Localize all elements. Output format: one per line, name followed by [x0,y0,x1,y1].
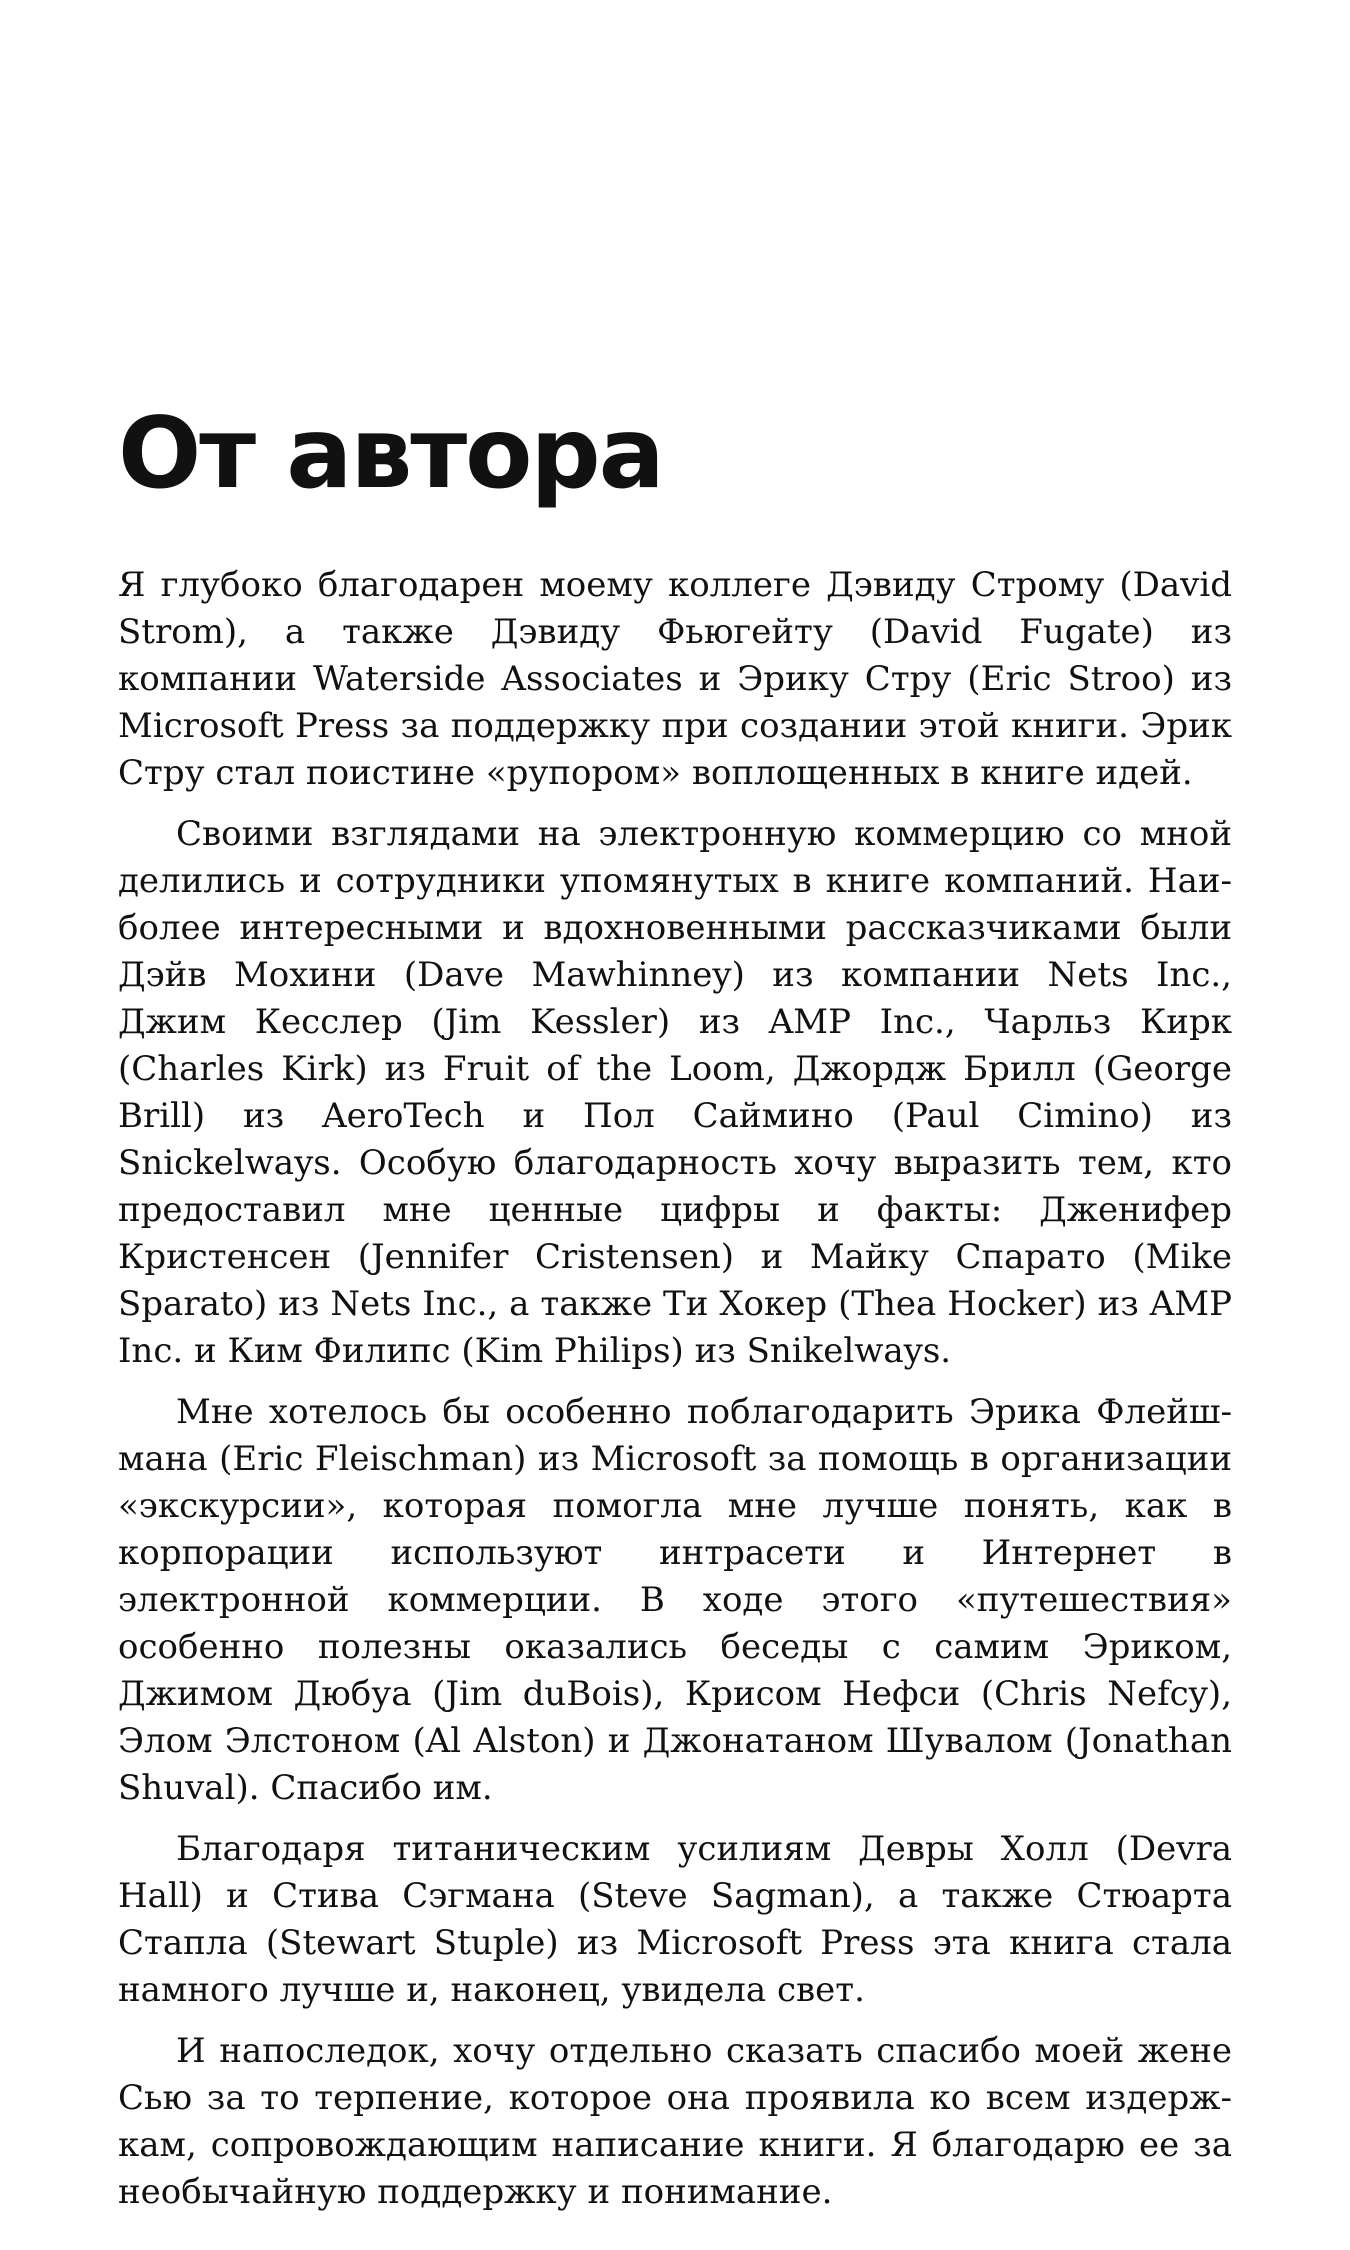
paragraph-5: И напоследок, хочу отдельно сказать спасибо моей жене Сью за то терпение, которое она проявила ко всем издержкам, сопровождающим написание книги. Я благодарю ее за необычайную поддержку и понимание. [118,2031,1232,2212]
paragraph-4: Благодаря титаническим усилиям Девры Холл (Devra Hall) и Стива Сэгмана (Steve Sagman), а также Стюарта Стапла (Stewart Stuple) из Microsoft Press эта книга стала намного лучше и, наконец, увидела свет. [118,1829,1232,2010]
paragraph-1: Я глубоко благодарен моему коллеге Дэвиду Строму (David Strom), а также Дэвиду Фьюгейту (David Fugate) из компании Waterside Associates и Эрику Стру (Eric Stroo) из Microsoft Press за поддержку при создании этой книги. Эрик Стру стал поистине «рупором» воплощенных в книге идей. [118,565,1232,793]
page-title: От автора [118,397,663,511]
paragraph-2: Своими взглядами на электронную коммерцию со мной делились и сотрудники упомянутых в книге компаний. Наиболее интересными и вдохновенными рассказчиками были Дэйв Мохини (Dave Mawhinney) из компании Nets Inc., Джим Кесслер (Jim Kessler) из AMP Inc., Чарльз Кирк (Charles Kirk) из Fruit of the Loom, Джордж Брилл (George Brill) из AeroTech и Пол Саймино (Paul Cimino) из Snickelways. Особую благодарность хочу выразить тем, кто предоставил мне ценные цифры и факты: Дженифер Кристенсен (Jennifer Cristensen) и Майку Спарато (Mike Sparato) из Nets Inc., а также Ти Хокер (Thea Hocker) из AMP Inc. и Ким Филипс (Kim Philips) из Snikelways. [118,814,1232,1371]
paragraph-3: Мне хотелось бы особенно поблагодарить Эрика Флейшмана (Eric Fleischman) из Microsoft за помощь в организации «экскурсии», которая помогла мне лучше понять, как в корпорации используют интрасети и Интернет в электронной коммерции. В ходе этого «путешествия» особенно полезны оказались беседы с самим Эриком, Джимом Дюбуа (Jim duBois), Крисом Нефси (Chris Nefcy), Элом Элстоном (Al Alston) и Джонатаном Шувалом (Jonathan Shuval). Спасибо им. [118,1392,1232,1808]
acknowledgements-body [118,562,1232,2230]
